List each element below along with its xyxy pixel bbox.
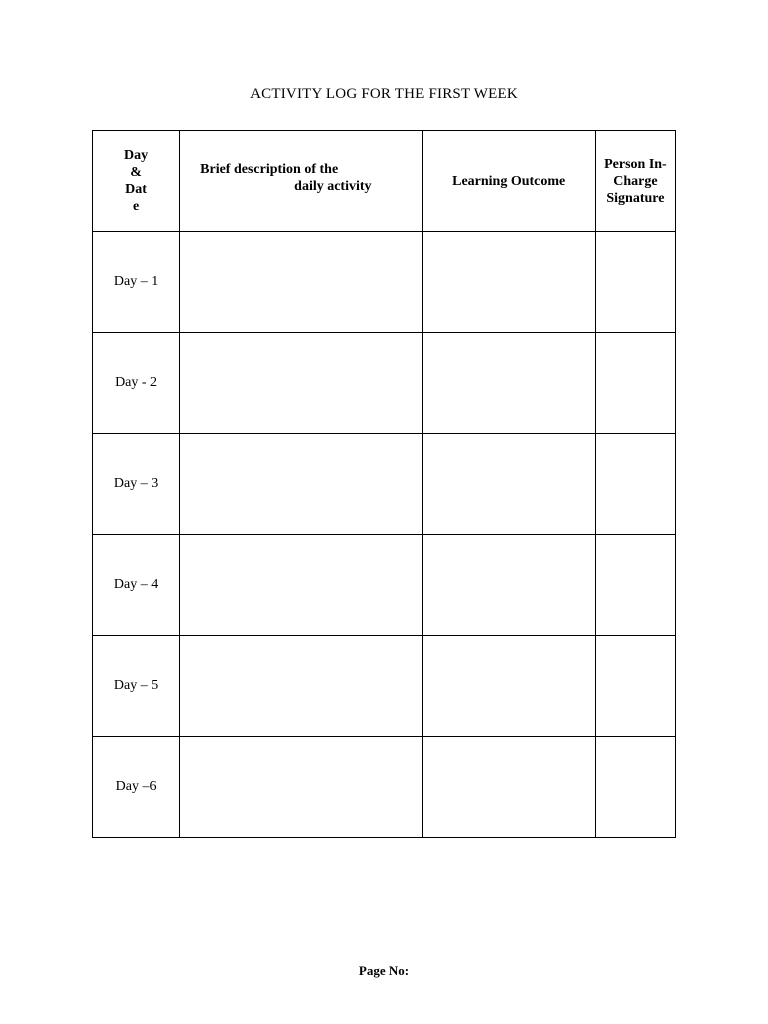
outcome-cell[interactable] — [422, 333, 595, 434]
day-cell — [93, 535, 180, 636]
table-row — [93, 434, 676, 535]
day-label: Day – 4 — [113, 577, 159, 592]
signature-cell[interactable] — [595, 333, 675, 434]
outcome-cell[interactable] — [422, 232, 595, 333]
day-label: Day - 2 — [115, 375, 158, 390]
day-label: Day – 3 — [113, 476, 159, 491]
description-cell[interactable] — [180, 636, 422, 737]
signature-cell[interactable] — [595, 737, 675, 838]
header-learning-outcome — [422, 131, 595, 232]
table-header-row — [93, 131, 676, 232]
header-description-line: daily activity — [294, 179, 372, 194]
day-cell — [93, 333, 180, 434]
signature-cell[interactable] — [595, 232, 675, 333]
header-day-date-line: Dat — [125, 182, 147, 197]
header-signature-line: Person In- — [604, 156, 667, 172]
header-day-date-line: e — [132, 199, 140, 214]
outcome-cell[interactable] — [422, 434, 595, 535]
signature-cell[interactable] — [595, 434, 675, 535]
day-cell — [93, 434, 180, 535]
table-row — [93, 535, 676, 636]
header-signature-line: Signature — [606, 190, 665, 206]
table-row — [93, 737, 676, 838]
description-cell[interactable] — [180, 232, 422, 333]
header-day-date-line: Day — [124, 148, 149, 163]
activity-log-table — [92, 130, 676, 838]
header-day-date-line: & — [130, 165, 142, 180]
table-row — [93, 232, 676, 333]
description-cell[interactable] — [180, 737, 422, 838]
header-signature-line: Charge — [613, 173, 658, 189]
signature-cell[interactable] — [595, 535, 675, 636]
header-description-line: Brief description of the — [200, 162, 339, 177]
header-description — [180, 131, 422, 232]
day-cell — [93, 636, 180, 737]
description-cell[interactable] — [180, 434, 422, 535]
day-label: Day – 5 — [113, 678, 159, 693]
day-label: Day – 1 — [113, 274, 159, 289]
outcome-cell[interactable] — [422, 535, 595, 636]
page-title: ACTIVITY LOG FOR THE FIRST WEEK — [250, 86, 518, 102]
header-learning-outcome-label: Learning Outcome — [452, 173, 566, 189]
page-number-label: Page No: — [358, 963, 410, 978]
description-cell[interactable] — [180, 333, 422, 434]
table-row — [93, 333, 676, 434]
day-cell — [93, 232, 180, 333]
outcome-cell[interactable] — [422, 737, 595, 838]
header-day-date — [93, 131, 180, 232]
day-cell — [93, 737, 180, 838]
day-label: Day –6 — [115, 779, 157, 794]
description-cell[interactable] — [180, 535, 422, 636]
header-signature — [595, 131, 675, 232]
table-row — [93, 636, 676, 737]
signature-cell[interactable] — [595, 636, 675, 737]
outcome-cell[interactable] — [422, 636, 595, 737]
